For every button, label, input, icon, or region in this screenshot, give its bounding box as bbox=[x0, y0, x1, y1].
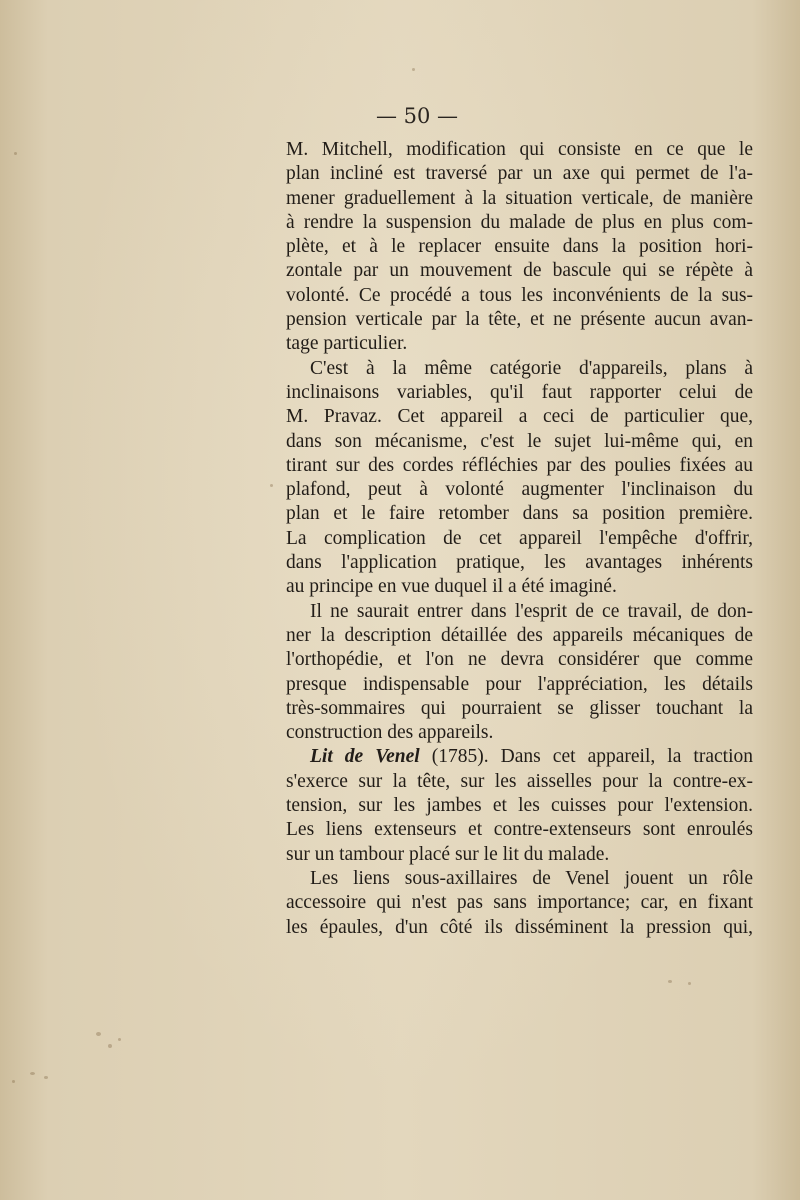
paragraph bbox=[286, 138, 753, 357]
text-line: accessoire qui n'est pas sans importance; car, en fixant bbox=[286, 892, 753, 914]
paper-speck bbox=[96, 1032, 101, 1036]
text-line: s'exerce sur la tête, sur les aisselles pour la contre-ex- bbox=[286, 770, 753, 792]
paragraph bbox=[286, 745, 753, 866]
text-line: Il ne saurait entrer dans l'esprit de ce travail, de don- bbox=[310, 600, 753, 622]
text-line: tension, sur les jambes et les cuisses pour l'extension. bbox=[286, 795, 753, 817]
text-line: M. Pravaz. Cet appareil a ceci de particulier que, bbox=[286, 406, 753, 428]
text-line: plan et le faire retomber dans sa position première. bbox=[286, 503, 753, 525]
paragraph bbox=[286, 357, 753, 600]
paper-speck bbox=[118, 1038, 121, 1041]
paper-speck bbox=[12, 1080, 15, 1083]
text-line: plète, et à le replacer ensuite dans la position hori- bbox=[286, 236, 753, 258]
text-line: volonté. Ce procédé a tous les inconvénients de la sus- bbox=[286, 284, 753, 306]
paper-speck bbox=[668, 980, 672, 983]
text-line-rest: (1785). Dans cet appareil, la traction bbox=[419, 746, 753, 768]
paper-speck bbox=[14, 152, 17, 155]
paper-speck bbox=[108, 1044, 112, 1048]
paper-speck bbox=[30, 1072, 35, 1075]
body-text bbox=[286, 138, 753, 940]
text-line: au principe en vue duquel il a été imaginé. bbox=[286, 576, 617, 598]
paper-speck bbox=[688, 982, 691, 985]
paper-speck bbox=[412, 68, 415, 71]
text-line: plafond, peut à volonté augmenter l'inclinaison du bbox=[286, 479, 753, 501]
text-line: très-sommaires qui pourraient se glisser touchant la bbox=[286, 697, 753, 719]
paper-speck bbox=[44, 1076, 48, 1079]
text-line: tage particulier. bbox=[286, 333, 408, 355]
page-number: — 50 — bbox=[375, 104, 459, 128]
text-line: l'orthopédie, et l'on ne devra considérer que comme bbox=[286, 649, 753, 671]
paragraph bbox=[286, 867, 753, 940]
text-line: les épaules, d'un côté ils disséminent la pression qui, bbox=[286, 916, 753, 938]
text-line: construction des appareils. bbox=[286, 722, 494, 744]
text-line: sur un tambour placé sur le lit du malade. bbox=[286, 843, 610, 865]
text-line: dans son mécanisme, c'est le sujet lui-même qui, en bbox=[286, 430, 753, 452]
text-line: inclinaisons variables, qu'il faut rapporter celui de bbox=[286, 381, 753, 403]
text-line: pension verticale par la tête, et ne présente aucun avan- bbox=[286, 309, 753, 331]
text-line: ner la description détaillée des appareils mécaniques de bbox=[286, 624, 753, 646]
text-line: presque indispensable pour l'appréciation, les détails bbox=[286, 673, 753, 695]
text-line: tirant sur des cordes réfléchies par des poulies fixées au bbox=[286, 454, 753, 476]
text-line: Les liens extenseurs et contre-extenseurs sont enroulés bbox=[286, 819, 753, 841]
text-line: zontale par un mouvement de bascule qui se répète à bbox=[286, 260, 753, 282]
paper-speck bbox=[270, 484, 273, 487]
section-title: Lit de Venel bbox=[310, 746, 420, 768]
text-line bbox=[286, 745, 753, 769]
text-line: La complication de cet appareil l'empêche d'offrir, bbox=[286, 527, 753, 549]
text-line: mener graduellement à la situation verticale, de manière bbox=[286, 187, 753, 209]
text-line: M. Mitchell, modification qui consiste en ce que le bbox=[286, 139, 753, 160]
text-line: dans l'application pratique, les avantages inhérents bbox=[286, 552, 753, 574]
paragraph bbox=[286, 600, 753, 746]
text-line: plan incliné est traversé par un axe qui permet de l'a- bbox=[286, 163, 753, 185]
text-line: C'est à la même catégorie d'appareils, plans à bbox=[310, 357, 753, 379]
text-line: Les liens sous-axillaires de Venel jouent un rôle bbox=[310, 867, 753, 889]
text-line: à rendre la suspension du malade de plus en plus com- bbox=[286, 211, 753, 233]
